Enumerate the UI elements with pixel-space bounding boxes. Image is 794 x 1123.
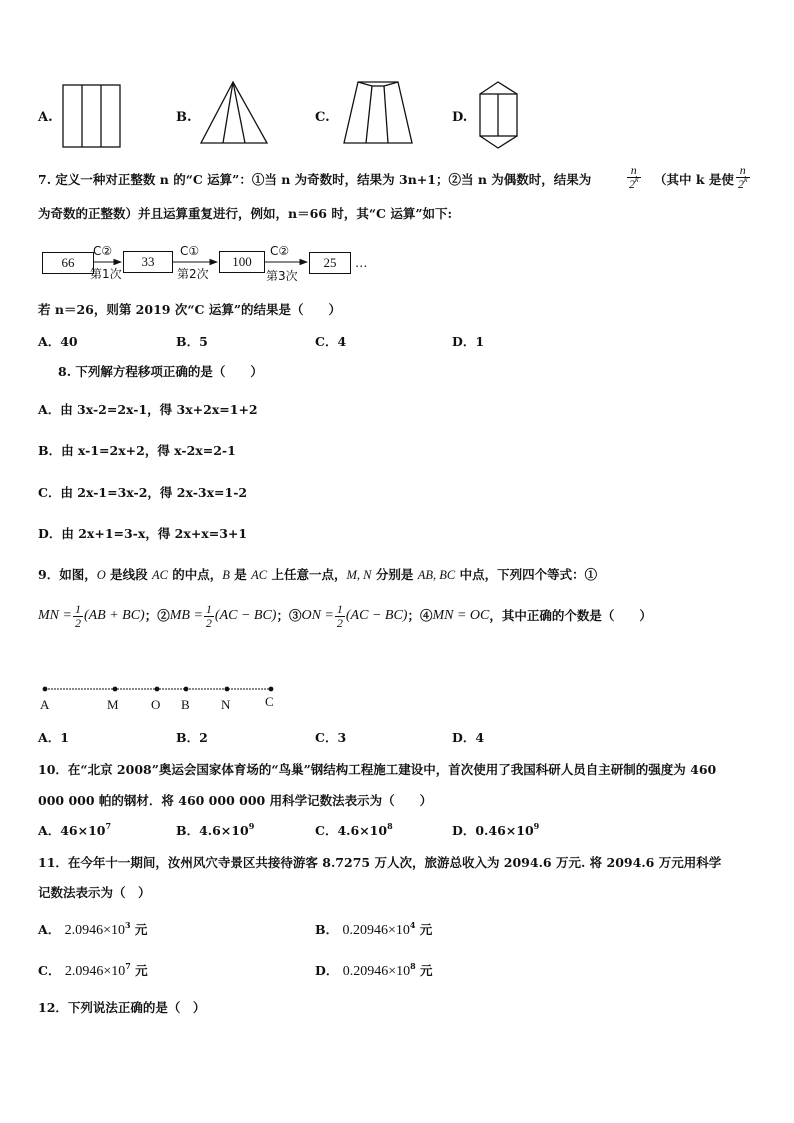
q10-option-b: B．$4.6\times 10^9$ — [176, 821, 255, 838]
q8-option-b: B．由 x-1=2x+2，得 x-2x=2-1 — [38, 443, 236, 458]
q8-option-c: C．由 2x-1=3x-2，得 2x-3x=1-2 — [38, 485, 248, 500]
q7-flow-op-2: C① — [180, 244, 200, 258]
q6-option-b-label: B. — [176, 110, 192, 125]
q7-stem-line1-post: （其中 k 是使 — [654, 172, 734, 187]
q12-stem: 12．下列说法正确的是（ ） — [38, 1000, 206, 1015]
q9-point-n — [225, 687, 230, 692]
q7-flow-step-3: 第3次 — [266, 269, 298, 283]
q7-stem-line1: 7. 定义一种对正整数 n 的“C 运算”：①当 n 为奇数时，结果为 3n+1；②当 n 为偶数时，结果为 — [38, 172, 592, 187]
q7-flow-ellipsis: … — [355, 255, 368, 270]
q9-point-m — [113, 687, 118, 692]
q7-flow-op-3: C② — [270, 244, 290, 258]
q8-option-a: A．由 3x-2=2x-1，得 3x+2x=1+2 — [38, 402, 258, 417]
q9-label-c: C — [265, 694, 274, 709]
q11-stem-line2: 记数法表示为（ ） — [38, 885, 151, 900]
q7-fraction-1: $\frac{n}{2^k}$ — [629, 163, 639, 191]
q7-option-d: D．1 — [452, 334, 485, 349]
q11-stem-line1: 11．在今年十一期间，汝州风穴寺景区共接待游客 8.7275 万人次，旅游总收入为 2094.6 万元. 将 2094.6 万元用科学 — [38, 855, 722, 870]
q9-option-b: B．2 — [176, 730, 208, 745]
q9-stem-line1: 9．如图，O 是线段 AC 的中点，B 是 AC 上任意一点，M, N 分别是 AB, BC 中点，下列四个等式：① — [38, 567, 598, 582]
q6-option-a-label: A. — [38, 110, 53, 125]
q7-flow-box-2: 33 — [123, 251, 173, 273]
q7-flow-box-4: 25 — [309, 252, 351, 274]
q9-point-a — [43, 687, 48, 692]
q7-question: 若 n＝26，则第 2019 次“C 运算”的结果是（ ） — [38, 302, 342, 317]
q11-option-a: A． $2.0946\times 10^3$ 元 — [38, 920, 148, 938]
q10-option-c: C．$4.6\times 10^8$ — [315, 821, 393, 838]
q10-option-d: D．$0.46\times 10^9$ — [452, 821, 540, 838]
q11-option-d: D． $0.20946\times 10^8$ 元 — [315, 961, 433, 979]
q7-option-b: B．5 — [176, 334, 208, 349]
q7-flow-step-1: 第1次 — [90, 267, 122, 281]
q9-option-d: D．4 — [452, 730, 485, 745]
q7-flow-box-3: 100 — [219, 251, 265, 273]
q9-label-m: M — [107, 697, 119, 712]
q9-label-o: O — [151, 697, 161, 712]
q10-stem-line2: 000 000 帕的钢材．将 460 000 000 用科学记数法表示为（ ） — [38, 793, 433, 808]
q7-flow-step-2: 第2次 — [177, 267, 209, 281]
q7-flow-op-1: C② — [93, 244, 113, 258]
q9-point-b — [184, 687, 189, 692]
q6-option-c-label: C. — [315, 110, 330, 125]
q9-label-a: A — [40, 697, 50, 712]
q10-option-a: A．$46\times 10^7$ — [38, 821, 112, 838]
q7-flow-box-1: 66 — [42, 252, 94, 274]
q9-option-c: C．3 — [315, 730, 347, 745]
q9-equations: MN = $\frac{1}{2}$ (AB + BC) ；② MB = $\frac{1}{2}$ (AC − BC) ；③ ON = $\frac{1}{2}$ (AC − BC) ；④ MN = OC ，其中正确的个数是（ ） — [38, 601, 652, 630]
q9-point-c — [269, 687, 274, 692]
q10-stem-line1: 10．在“北京 2008”奥运会国家体育场的“鸟巢”钢结构工程施工建设中，首次使用了我国科研人员自主研制的强度为 460 — [38, 762, 717, 777]
q9-point-o — [155, 687, 160, 692]
q7-fraction-2: $\frac{n}{2^k}$ — [738, 163, 748, 191]
q7-flow-arrows — [0, 0, 794, 300]
q8-stem: 8. 下列解方程移项正确的是（ ） — [58, 364, 263, 379]
q9-segment-figure — [40, 684, 280, 698]
q6-option-d-label: D. — [452, 110, 468, 125]
q7-option-a: A．40 — [38, 334, 78, 349]
q9-option-a: A．1 — [38, 730, 69, 745]
q7-option-c: C．4 — [315, 334, 347, 349]
q7-stem-line2: 为奇数的正整数）并且运算重复进行，例如，n＝66 时，其“C 运算”如下: — [38, 206, 453, 221]
q11-option-c: C． $2.0946\times 10^7$ 元 — [38, 961, 148, 979]
q9-label-n: N — [221, 697, 231, 712]
q9-label-b: B — [181, 697, 190, 712]
q8-option-d: D．由 2x+1=3-x，得 2x+x=3+1 — [38, 526, 248, 541]
q11-option-b: B． $0.20946\times 10^4$ 元 — [315, 920, 433, 938]
